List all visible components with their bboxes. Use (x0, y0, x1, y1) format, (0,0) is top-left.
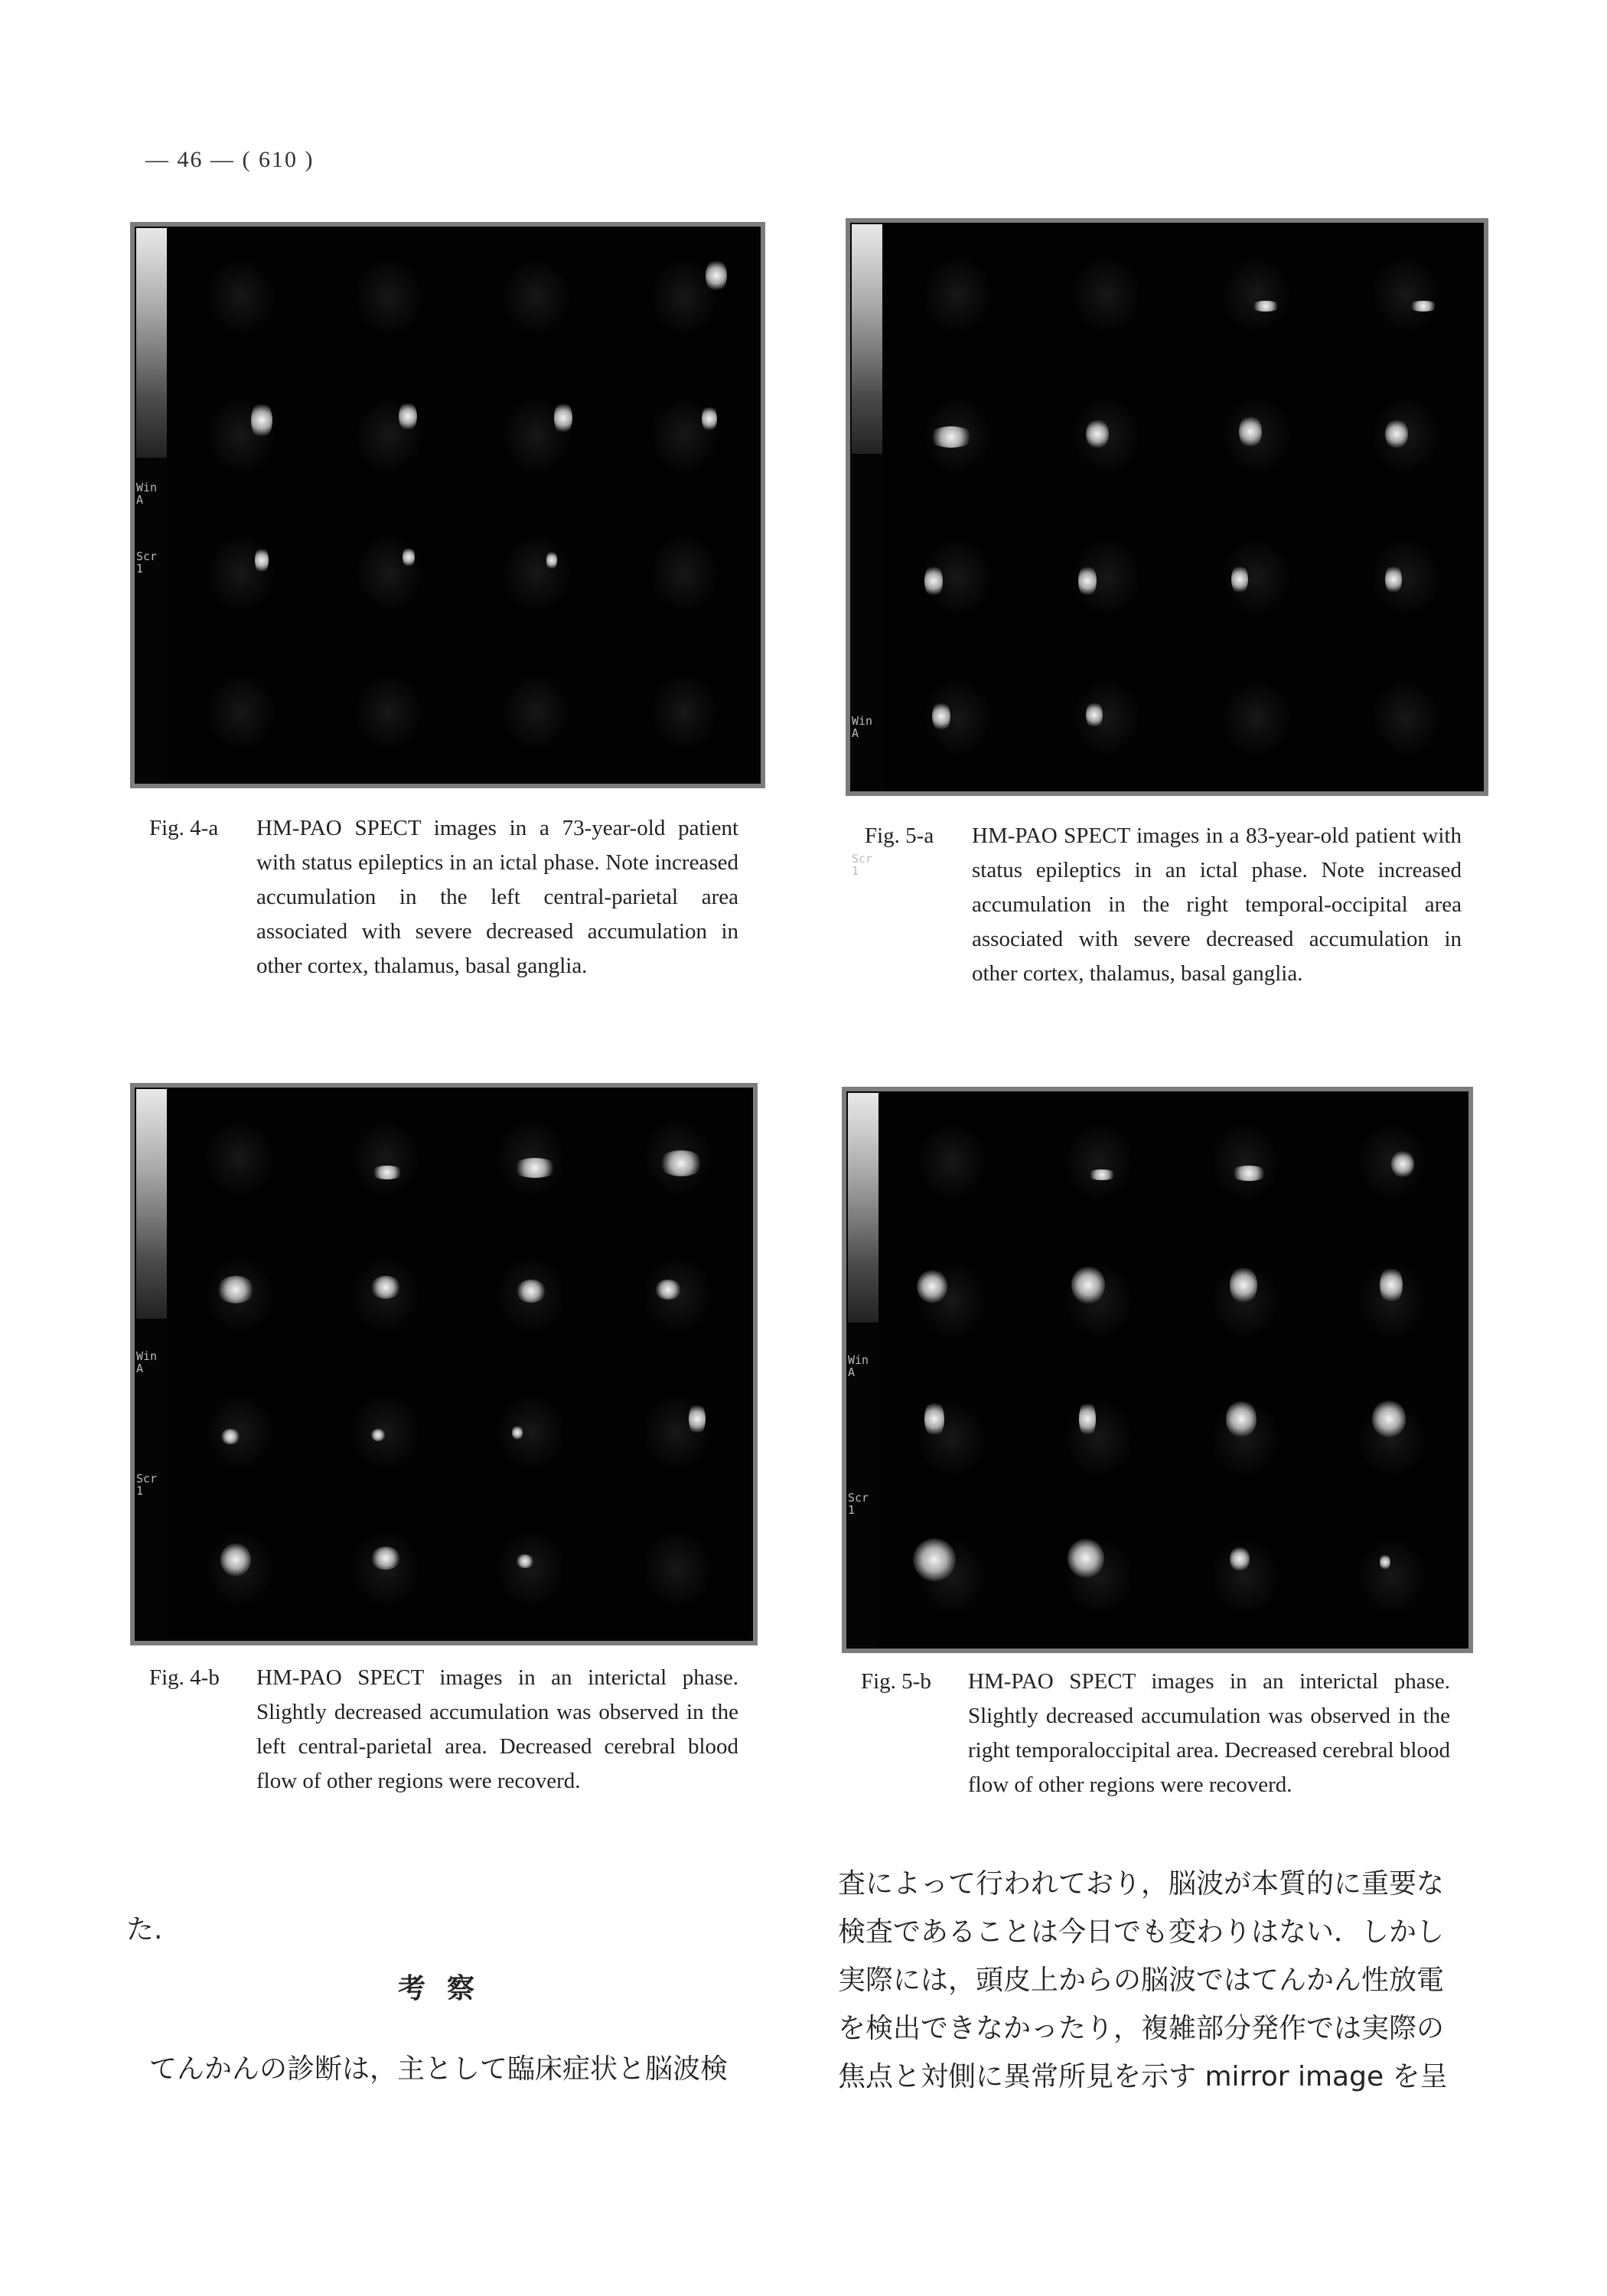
caption-text: HM-PAO SPECT images in a 73-year-old patient with status epileptics in an ictal phase. Note increased accumulation in the left central-parietal area associated with severe decreased accumulation in other cortex, thalamus, basal ganglia. (256, 816, 738, 978)
spect-slice (167, 1089, 313, 1226)
side-label-a: A (136, 493, 144, 507)
spect-slice (1182, 647, 1332, 788)
caption-text: HM-PAO SPECT images in an interictal phase. Slightly decreased accumulation was observed in the left central-parietal area. Decreased cerebral blood flow of other regions were recoverd. (256, 1665, 738, 1793)
spect-slice (882, 224, 1032, 365)
side-label-one: 1 (848, 1503, 856, 1517)
spect-slice (878, 1093, 1025, 1231)
spect-slice (610, 367, 758, 505)
spect-slice (878, 1231, 1025, 1370)
side-label-scr: Scr (136, 550, 158, 563)
caption-text: HM-PAO SPECT images in an interictal phase. Slightly decreased accumulation was observed in the right temporaloccipital area. Decreased cerebral blood flow of other regions were recoverd. (968, 1669, 1450, 1797)
spect-slice (1032, 647, 1182, 788)
spect-slice-grid (878, 1093, 1465, 1645)
side-label-one: 1 (852, 864, 859, 878)
spect-slice (605, 1226, 751, 1363)
spect-slice (1025, 1093, 1172, 1231)
side-label-win: Win (852, 714, 873, 728)
caption-fig5b (861, 1665, 1458, 1848)
spect-slice (878, 1369, 1025, 1508)
spect-slice (462, 367, 610, 505)
spect-slice (167, 643, 315, 781)
spect-slice (167, 504, 315, 643)
spect-slice (1332, 365, 1482, 506)
spect-slice (1332, 224, 1482, 365)
body-text-line: 焦点と対側に異常所見を示す mirror image を呈 (838, 2061, 1448, 2092)
spect-slice-grid (882, 224, 1481, 788)
spect-slice (1319, 1231, 1465, 1370)
spect-slice (458, 1089, 605, 1226)
spect-slice (1172, 1369, 1319, 1508)
grayscale-bar (136, 228, 168, 458)
spect-slice (882, 507, 1032, 647)
spect-slice (458, 1364, 605, 1501)
spect-slice (1182, 365, 1332, 506)
caption-label: Fig. 4-b (149, 1665, 220, 1690)
spect-slice (315, 643, 462, 781)
spect-slice (610, 228, 758, 367)
spect-slice (605, 1089, 751, 1226)
spect-slice (313, 1089, 459, 1226)
page-header: — 46 — ( 610 ) (145, 147, 315, 172)
spect-slice (167, 228, 315, 367)
spect-slice (462, 504, 610, 643)
grayscale-bar (136, 1089, 168, 1319)
spect-slice (878, 1508, 1025, 1646)
spect-slice (167, 1226, 313, 1363)
side-label-scr: Scr (848, 1491, 869, 1505)
spect-slice (605, 1501, 751, 1638)
section-title: 考察 (398, 1973, 497, 2004)
caption-text: HM-PAO SPECT images in a 83-year-old patient with status epileptics in an ictal phase. Note increased accumulation in the right temporal-occipital area associated with severe decreased accumulation in other cortex, thalamus, basal ganglia. (972, 823, 1462, 986)
caption-fig5a (865, 819, 1469, 1049)
spect-slice (882, 647, 1032, 788)
caption-label: Fig. 5-b (861, 1669, 931, 1694)
grayscale-bar (852, 224, 884, 454)
spect-slice (315, 504, 462, 643)
body-text-line: 実際には，頭皮上からの脳波ではてんかん性放電 (838, 1965, 1445, 1996)
side-label-win: Win (136, 481, 158, 494)
spect-slice (462, 228, 610, 367)
spect-slice (315, 228, 462, 367)
spect-slice (1319, 1508, 1465, 1646)
spect-slice (1025, 1231, 1172, 1370)
side-label-one: 1 (136, 562, 144, 576)
spect-slice (1032, 224, 1182, 365)
spect-slice (605, 1364, 751, 1501)
spect-slice-grid (167, 1089, 750, 1638)
side-label-scr: Scr (852, 852, 873, 866)
side-label-a: A (852, 726, 859, 740)
spect-slice (1172, 1231, 1319, 1370)
spect-slice (1319, 1093, 1465, 1231)
spect-slice-grid (167, 228, 758, 781)
spect-slice (1182, 507, 1332, 647)
spect-slice (167, 1364, 313, 1501)
side-label-scr: Scr (136, 1472, 158, 1486)
spect-slice (458, 1226, 605, 1363)
side-label-a: A (848, 1365, 856, 1379)
body-text-line: た. (126, 1914, 163, 1945)
spect-slice (167, 367, 315, 505)
body-text-line: 査によって行われており，脳波が本質的に重要な (838, 1868, 1445, 1900)
figure-5b-image (842, 1087, 1473, 1653)
side-label-win: Win (848, 1353, 869, 1367)
caption-label: Fig. 5-a (865, 823, 934, 848)
side-label-one: 1 (136, 1484, 144, 1498)
figure-4a-image (130, 222, 765, 788)
spect-slice (1332, 507, 1482, 647)
spect-slice (1025, 1369, 1172, 1508)
spect-slice (458, 1501, 605, 1638)
grayscale-bar (848, 1093, 880, 1322)
spect-slice (167, 1501, 313, 1638)
spect-slice (882, 365, 1032, 506)
spect-slice (1025, 1508, 1172, 1646)
spect-slice (1172, 1508, 1319, 1646)
side-label-win: Win (136, 1349, 158, 1363)
spect-slice (315, 367, 462, 505)
spect-slice (1319, 1369, 1465, 1508)
spect-slice (1032, 507, 1182, 647)
spect-slice (1172, 1093, 1319, 1231)
spect-slice (1032, 365, 1182, 506)
body-text-line: てんかんの診断は，主として臨床症状と脳波検 (149, 2053, 729, 2085)
spect-slice (1182, 224, 1332, 365)
caption-label: Fig. 4-a (149, 816, 219, 840)
side-label-a: A (136, 1362, 144, 1375)
body-text-line: 検査であることは今日でも変わりはない．しかし (838, 1916, 1445, 1948)
body-text-line: を検出できなかったり，複雑部分発作では実際の (838, 2013, 1445, 2044)
figure-4b-image (130, 1083, 758, 1645)
spect-slice (313, 1364, 459, 1501)
spect-slice (610, 504, 758, 643)
spect-slice (462, 643, 610, 781)
spect-slice (313, 1226, 459, 1363)
caption-fig4b (149, 1661, 746, 1844)
spect-slice (313, 1501, 459, 1638)
spect-slice (610, 643, 758, 781)
spect-slice (1332, 647, 1482, 788)
caption-fig4a (149, 811, 746, 1041)
